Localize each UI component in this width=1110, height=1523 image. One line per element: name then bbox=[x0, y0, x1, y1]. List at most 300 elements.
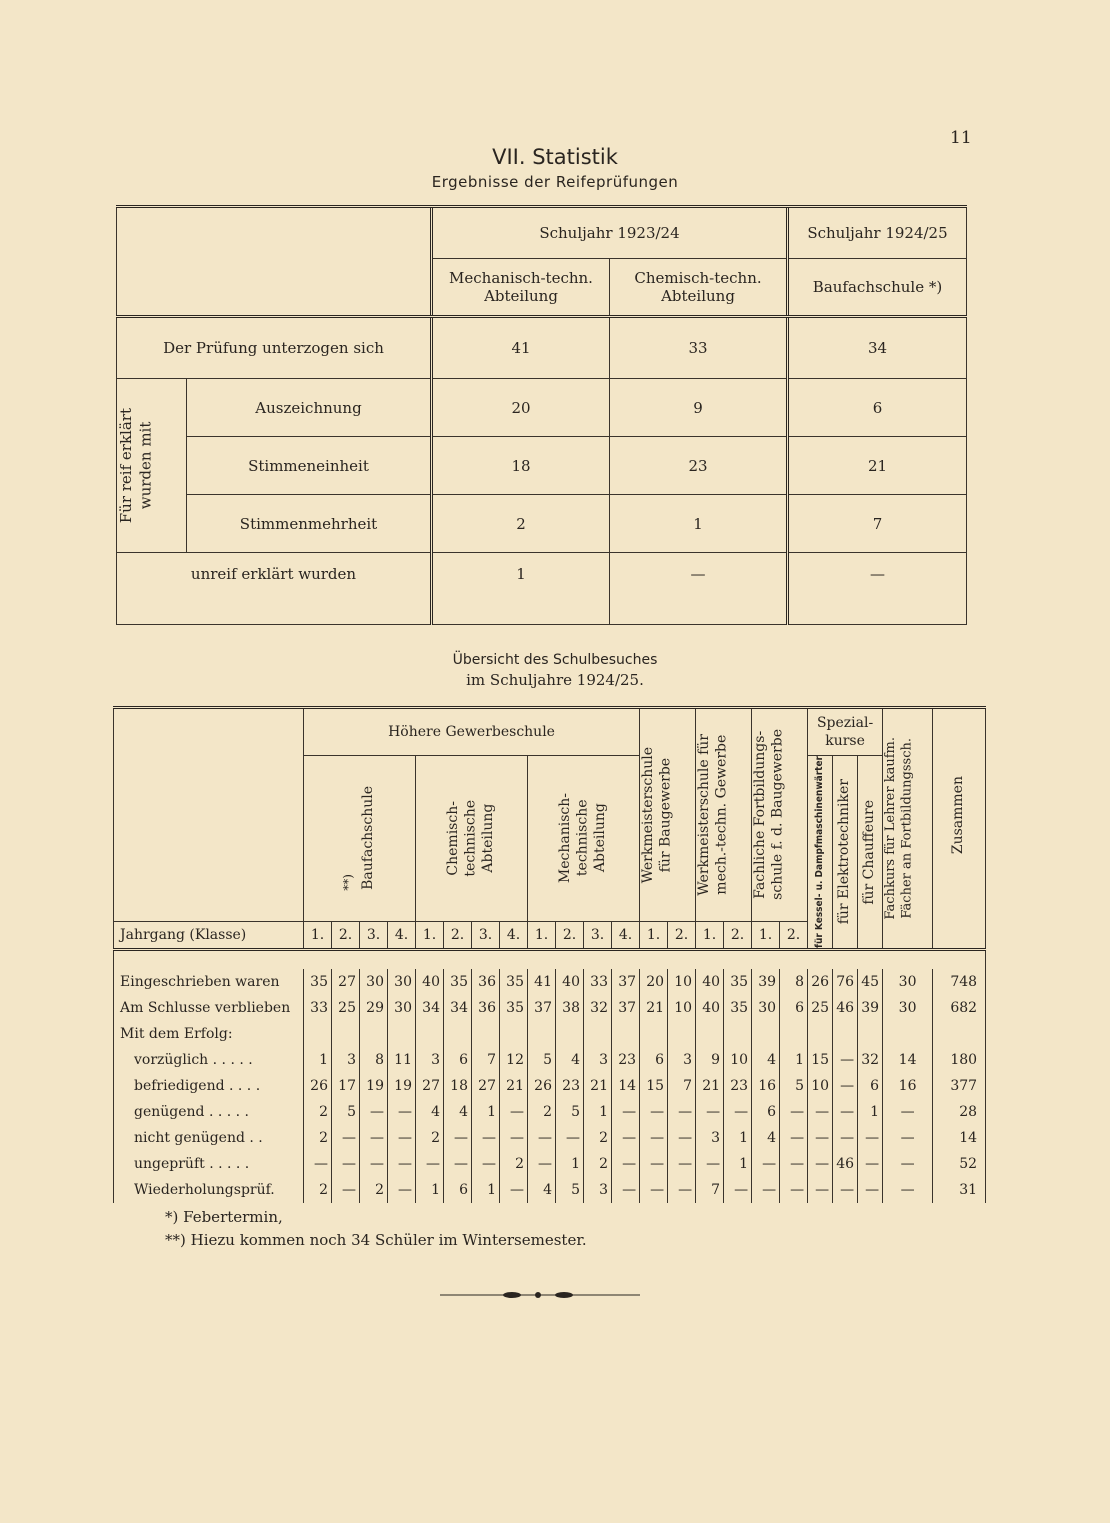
table1-col-chemisch bbox=[610, 259, 788, 317]
row-cell: 6 bbox=[752, 1099, 780, 1125]
row-cell: 2 bbox=[500, 1151, 528, 1177]
row-cell: — bbox=[808, 1099, 833, 1125]
row-cell: 26 bbox=[528, 1073, 556, 1099]
fachkurs-l2: Fächer an Fortbildungssch. bbox=[899, 738, 915, 919]
footnote-1: *) Febertermin, bbox=[165, 1208, 283, 1226]
footnote-2: **) Hiezu kommen noch 34 Schüler im Wintersemester. bbox=[165, 1231, 587, 1249]
row-cell: — bbox=[360, 1099, 388, 1125]
baufachschule-label: Baufachschule bbox=[360, 786, 377, 891]
row-cell: — bbox=[528, 1125, 556, 1151]
class-label: 2. bbox=[556, 921, 584, 949]
row-cell: 18 bbox=[444, 1073, 472, 1099]
row-cell: 8 bbox=[780, 969, 808, 995]
row-cell: 30 bbox=[883, 995, 933, 1021]
row-cell: 16 bbox=[883, 1073, 933, 1099]
table2-spacer bbox=[114, 949, 986, 969]
row-cell bbox=[668, 1021, 696, 1047]
row-cell: — bbox=[612, 1177, 640, 1203]
row-cell: — bbox=[612, 1151, 640, 1177]
row-cell bbox=[416, 1021, 444, 1047]
werkmeister-mech-l1: Werkmeisterschule für bbox=[696, 733, 713, 896]
row-cell: 30 bbox=[360, 969, 388, 995]
row-total: 682 bbox=[933, 995, 986, 1021]
col-mechanisch-line2: Abteilung bbox=[484, 287, 558, 305]
row-cell: 40 bbox=[416, 969, 444, 995]
row-cell: 37 bbox=[612, 969, 640, 995]
row-stimmenmehrheit-v3: 7 bbox=[788, 495, 967, 553]
row-cell: — bbox=[858, 1151, 883, 1177]
kessel-header bbox=[808, 756, 833, 950]
table-row bbox=[114, 1151, 986, 1177]
row-cell bbox=[780, 1021, 808, 1047]
class-label: 1. bbox=[528, 921, 556, 949]
spezial-l1: Spezial- bbox=[816, 715, 874, 731]
mechanisch-l2: technische bbox=[574, 799, 591, 877]
side-label-line1: Für reif erklärt bbox=[117, 407, 135, 524]
row-cell: — bbox=[752, 1151, 780, 1177]
row-cell: — bbox=[808, 1125, 833, 1151]
row-label: befriedigend . . . . bbox=[114, 1073, 304, 1099]
row-unterzogen-v2: 33 bbox=[610, 317, 788, 379]
row-cell: — bbox=[858, 1177, 883, 1203]
row-cell: — bbox=[640, 1125, 668, 1151]
row-cell: — bbox=[883, 1125, 933, 1151]
row-cell: 34 bbox=[416, 995, 444, 1021]
werkmeister-mech-l2: mech.-techn. Gewerbe bbox=[713, 734, 730, 895]
row-cell: 30 bbox=[388, 995, 416, 1021]
row-cell: — bbox=[612, 1099, 640, 1125]
row-cell: 14 bbox=[612, 1073, 640, 1099]
row-cell: 30 bbox=[752, 995, 780, 1021]
row-cell: 4 bbox=[752, 1047, 780, 1073]
row-cell: — bbox=[668, 1151, 696, 1177]
attendance-table-body bbox=[114, 969, 986, 1203]
chemisch-l1: Chemisch- bbox=[445, 801, 462, 876]
row-cell: 2 bbox=[360, 1177, 388, 1203]
table1-col-baufach: Baufachschule *) bbox=[788, 259, 967, 317]
row-total: 28 bbox=[933, 1099, 986, 1125]
chemisch-l2: technische bbox=[462, 799, 479, 877]
row-cell bbox=[808, 1021, 833, 1047]
row-cell: — bbox=[500, 1125, 528, 1151]
row-cell: 40 bbox=[556, 969, 584, 995]
row-cell: 27 bbox=[332, 969, 360, 995]
row-cell: 1 bbox=[780, 1047, 808, 1073]
row-cell: — bbox=[332, 1125, 360, 1151]
row-cell: 37 bbox=[528, 995, 556, 1021]
chemisch-header bbox=[416, 756, 528, 922]
row-cell: 2 bbox=[304, 1099, 332, 1125]
row-total: 31 bbox=[933, 1177, 986, 1203]
row-cell: 37 bbox=[612, 995, 640, 1021]
row-cell: 1 bbox=[472, 1177, 500, 1203]
row-cell: 36 bbox=[472, 969, 500, 995]
elektro-label: für Elektrotechniker bbox=[836, 779, 853, 925]
row-cell: — bbox=[388, 1099, 416, 1125]
row-cell: 23 bbox=[556, 1073, 584, 1099]
table-row bbox=[114, 995, 986, 1021]
row-cell: 35 bbox=[444, 969, 472, 995]
zusammen-label: Zusammen bbox=[950, 775, 967, 855]
row-cell: — bbox=[640, 1099, 668, 1125]
elektro-header bbox=[833, 756, 858, 950]
row-cell: — bbox=[304, 1151, 332, 1177]
row-cell: — bbox=[883, 1151, 933, 1177]
row-cell: 2 bbox=[584, 1151, 612, 1177]
row-unterzogen-label: Der Prüfung unterzogen sich bbox=[117, 317, 432, 379]
row-cell bbox=[724, 1021, 752, 1047]
class-label: 2. bbox=[668, 921, 696, 949]
zusammen-header bbox=[933, 708, 986, 922]
row-cell: 32 bbox=[858, 1047, 883, 1073]
row-cell: 14 bbox=[883, 1047, 933, 1073]
row-cell: 8 bbox=[360, 1047, 388, 1073]
attendance-heading bbox=[0, 650, 1110, 690]
class-label: 1. bbox=[752, 921, 780, 949]
row-cell: 23 bbox=[724, 1073, 752, 1099]
row-cell: 15 bbox=[640, 1073, 668, 1099]
table-row bbox=[114, 1177, 986, 1203]
row-cell: 25 bbox=[332, 995, 360, 1021]
row-cell: 19 bbox=[360, 1073, 388, 1099]
row-cell: 15 bbox=[808, 1047, 833, 1073]
row-auszeichnung-v1: 20 bbox=[432, 379, 610, 437]
row-cell: — bbox=[808, 1151, 833, 1177]
row-cell: 12 bbox=[500, 1047, 528, 1073]
row-cell bbox=[752, 1021, 780, 1047]
row-auszeichnung-label: Auszeichnung bbox=[187, 379, 432, 437]
werkmeister-bau-l2: für Baugewerbe bbox=[657, 757, 674, 873]
row-cell: 3 bbox=[416, 1047, 444, 1073]
row-cell bbox=[360, 1021, 388, 1047]
class-label: 1. bbox=[416, 921, 444, 949]
row-cell: 10 bbox=[808, 1073, 833, 1099]
row-cell: — bbox=[833, 1177, 858, 1203]
row-total: 52 bbox=[933, 1151, 986, 1177]
row-cell: — bbox=[780, 1151, 808, 1177]
row-cell: 1 bbox=[556, 1151, 584, 1177]
row-cell: 7 bbox=[668, 1073, 696, 1099]
row-cell: — bbox=[612, 1125, 640, 1151]
row-cell: 40 bbox=[696, 995, 724, 1021]
row-cell: 17 bbox=[332, 1073, 360, 1099]
bau-footnote-mark: **) bbox=[341, 873, 356, 891]
row-label: Am Schlusse verblieben bbox=[114, 995, 304, 1021]
chauffeure-header bbox=[858, 756, 883, 950]
row-cell: — bbox=[780, 1099, 808, 1125]
row-cell: — bbox=[833, 1047, 858, 1073]
row-cell: — bbox=[388, 1125, 416, 1151]
row-cell bbox=[388, 1021, 416, 1047]
row-cell: — bbox=[360, 1151, 388, 1177]
table1-col-mechanisch bbox=[432, 259, 610, 317]
class-label: 2. bbox=[724, 921, 752, 949]
row-cell: — bbox=[858, 1125, 883, 1151]
row-stimmeneinheit-label: Stimmeneinheit bbox=[187, 437, 432, 495]
row-cell bbox=[584, 1021, 612, 1047]
row-cell: — bbox=[528, 1151, 556, 1177]
row-cell: 2 bbox=[584, 1125, 612, 1151]
row-unreif-v2: — bbox=[610, 553, 788, 625]
table1-year1-header: Schuljahr 1923/24 bbox=[432, 207, 788, 259]
class-label: 4. bbox=[612, 921, 640, 949]
row-label: genügend . . . . . bbox=[114, 1099, 304, 1125]
chemisch-l3: Abteilung bbox=[480, 803, 497, 873]
row-cell: 30 bbox=[388, 969, 416, 995]
row-cell: 21 bbox=[500, 1073, 528, 1099]
row-cell: 4 bbox=[416, 1099, 444, 1125]
fachliche-header bbox=[752, 708, 808, 922]
page-number: 11 bbox=[950, 128, 972, 148]
row-cell: — bbox=[472, 1151, 500, 1177]
row-cell: — bbox=[833, 1099, 858, 1125]
row-cell: — bbox=[668, 1177, 696, 1203]
class-label: 1. bbox=[640, 921, 668, 949]
spezial-l2: kurse bbox=[825, 733, 865, 749]
exam-results-table bbox=[116, 205, 967, 625]
row-cell: 23 bbox=[612, 1047, 640, 1073]
row-label: Wiederholungsprüf. bbox=[114, 1177, 304, 1203]
row-cell: — bbox=[444, 1151, 472, 1177]
class-label: 2. bbox=[332, 921, 360, 949]
zusammen-class-cell bbox=[933, 921, 986, 949]
row-cell: 3 bbox=[696, 1125, 724, 1151]
jahrgang-label: Jahrgang (Klasse) bbox=[114, 921, 304, 949]
row-cell: — bbox=[724, 1177, 752, 1203]
attendance-heading-line1: Übersicht des Schulbesuches bbox=[452, 652, 658, 668]
row-cell: — bbox=[416, 1151, 444, 1177]
class-label: 2. bbox=[444, 921, 472, 949]
row-cell bbox=[612, 1021, 640, 1047]
baufachschule-header bbox=[304, 756, 416, 922]
col-chemisch-line1: Chemisch-techn. bbox=[634, 269, 762, 287]
row-cell: 2 bbox=[304, 1125, 332, 1151]
row-cell: 2 bbox=[416, 1125, 444, 1151]
class-label: 3. bbox=[584, 921, 612, 949]
row-cell: 27 bbox=[472, 1073, 500, 1099]
row-cell: 5 bbox=[780, 1073, 808, 1099]
row-cell: — bbox=[332, 1151, 360, 1177]
row-cell: 38 bbox=[556, 995, 584, 1021]
row-cell: 3 bbox=[668, 1047, 696, 1073]
row-cell bbox=[556, 1021, 584, 1047]
row-cell: 7 bbox=[472, 1047, 500, 1073]
row-cell: — bbox=[640, 1177, 668, 1203]
row-stimmeneinheit-v3: 21 bbox=[788, 437, 967, 495]
werkmeister-bau-l1: Werkmeisterschule bbox=[640, 746, 657, 883]
row-cell: 29 bbox=[360, 995, 388, 1021]
werkmeister-mech-header bbox=[696, 708, 752, 922]
row-cell: 11 bbox=[388, 1047, 416, 1073]
row-cell: — bbox=[332, 1177, 360, 1203]
row-cell: — bbox=[668, 1125, 696, 1151]
row-cell: — bbox=[808, 1177, 833, 1203]
hoehere-gewerbeschule-header: Höhere Gewerbeschule bbox=[304, 708, 640, 756]
row-cell bbox=[528, 1021, 556, 1047]
footnotes bbox=[165, 1206, 587, 1252]
row-stimmenmehrheit-v2: 1 bbox=[610, 495, 788, 553]
row-cell bbox=[500, 1021, 528, 1047]
row-cell: 3 bbox=[584, 1177, 612, 1203]
row-cell: 1 bbox=[858, 1099, 883, 1125]
row-cell: — bbox=[500, 1177, 528, 1203]
row-auszeichnung-v2: 9 bbox=[610, 379, 788, 437]
row-cell: 4 bbox=[528, 1177, 556, 1203]
page-subtitle: Ergebnisse der Reifeprüfungen bbox=[431, 173, 679, 191]
row-cell: — bbox=[883, 1177, 933, 1203]
kessel-label: für Kessel- u. Dampfmaschinenwärter bbox=[813, 756, 825, 948]
row-cell: 25 bbox=[808, 995, 833, 1021]
row-total: 377 bbox=[933, 1073, 986, 1099]
spezialkurse-header bbox=[808, 708, 883, 756]
row-cell: 33 bbox=[304, 995, 332, 1021]
row-cell: — bbox=[696, 1151, 724, 1177]
row-stimmenmehrheit-v1: 2 bbox=[432, 495, 610, 553]
row-cell bbox=[833, 1021, 858, 1047]
class-label: 1. bbox=[304, 921, 332, 949]
row-cell: 1 bbox=[472, 1099, 500, 1125]
row-cell: 46 bbox=[833, 995, 858, 1021]
table2-spacer-cell bbox=[114, 949, 986, 969]
table-row bbox=[114, 1047, 986, 1073]
row-cell bbox=[304, 1021, 332, 1047]
table-row bbox=[114, 1073, 986, 1099]
table-row bbox=[114, 1099, 986, 1125]
row-cell: 16 bbox=[752, 1073, 780, 1099]
class-label: 4. bbox=[500, 921, 528, 949]
row-cell: 6 bbox=[780, 995, 808, 1021]
row-cell: 7 bbox=[696, 1177, 724, 1203]
row-cell: 76 bbox=[833, 969, 858, 995]
row-cell: 35 bbox=[500, 969, 528, 995]
row-cell: 41 bbox=[528, 969, 556, 995]
table1-side-label bbox=[117, 379, 187, 553]
row-unreif-label: unreif erklärt wurden bbox=[117, 553, 432, 625]
row-cell: 2 bbox=[304, 1177, 332, 1203]
row-cell: 35 bbox=[724, 969, 752, 995]
row-unterzogen-v3: 34 bbox=[788, 317, 967, 379]
row-cell: 30 bbox=[883, 969, 933, 995]
mechanisch-l3: Abteilung bbox=[592, 803, 609, 873]
row-cell: 5 bbox=[528, 1047, 556, 1073]
row-label: nicht genügend . . bbox=[114, 1125, 304, 1151]
row-cell: 32 bbox=[584, 995, 612, 1021]
row-cell: 46 bbox=[833, 1151, 858, 1177]
table2-corner bbox=[114, 708, 304, 922]
row-cell: 10 bbox=[668, 995, 696, 1021]
row-cell: — bbox=[780, 1177, 808, 1203]
ornament-divider bbox=[440, 1287, 640, 1303]
row-cell: — bbox=[556, 1125, 584, 1151]
row-cell: 27 bbox=[416, 1073, 444, 1099]
row-cell: 45 bbox=[858, 969, 883, 995]
row-unterzogen-v1: 41 bbox=[432, 317, 610, 379]
row-stimmenmehrheit-label: Stimmenmehrheit bbox=[187, 495, 432, 553]
class-label: 3. bbox=[360, 921, 388, 949]
attendance-heading-line2: im Schuljahre 1924/25. bbox=[466, 671, 644, 689]
row-cell: — bbox=[668, 1099, 696, 1125]
page-title: VII. Statistik bbox=[492, 145, 618, 169]
row-cell: — bbox=[472, 1125, 500, 1151]
row-label: Eingeschrieben waren bbox=[114, 969, 304, 995]
row-cell: 20 bbox=[640, 969, 668, 995]
row-cell: — bbox=[360, 1125, 388, 1151]
row-cell: — bbox=[833, 1073, 858, 1099]
row-cell: 9 bbox=[696, 1047, 724, 1073]
table-row bbox=[114, 1021, 986, 1047]
row-cell: 2 bbox=[528, 1099, 556, 1125]
row-unreif-v3: — bbox=[788, 553, 967, 625]
row-cell: 4 bbox=[752, 1125, 780, 1151]
row-cell: 39 bbox=[752, 969, 780, 995]
row-cell bbox=[883, 1021, 933, 1047]
row-label: ungeprüft . . . . . bbox=[114, 1151, 304, 1177]
row-cell: 5 bbox=[332, 1099, 360, 1125]
row-cell: 5 bbox=[556, 1099, 584, 1125]
mechanisch-l1: Mechanisch- bbox=[557, 793, 574, 884]
row-cell: 1 bbox=[724, 1151, 752, 1177]
row-label: vorzüglich . . . . . bbox=[114, 1047, 304, 1073]
row-cell bbox=[858, 1021, 883, 1047]
row-cell: 35 bbox=[724, 995, 752, 1021]
fachliche-l2: schule f. d. Baugewerbe bbox=[769, 729, 786, 901]
row-cell: 3 bbox=[584, 1047, 612, 1073]
row-cell: — bbox=[388, 1151, 416, 1177]
row-cell: 34 bbox=[444, 995, 472, 1021]
row-cell: — bbox=[752, 1177, 780, 1203]
row-cell: 6 bbox=[640, 1047, 668, 1073]
side-label-line2: wurden mit bbox=[136, 421, 155, 510]
row-unreif-v1: 1 bbox=[432, 553, 610, 625]
row-cell: 6 bbox=[858, 1073, 883, 1099]
row-cell: 26 bbox=[808, 969, 833, 995]
row-cell: 21 bbox=[584, 1073, 612, 1099]
row-cell bbox=[332, 1021, 360, 1047]
row-cell bbox=[444, 1021, 472, 1047]
row-total: 14 bbox=[933, 1125, 986, 1151]
row-cell: 19 bbox=[388, 1073, 416, 1099]
row-cell: 33 bbox=[584, 969, 612, 995]
col-chemisch-line2: Abteilung bbox=[661, 287, 735, 305]
werkmeister-bau-header bbox=[640, 708, 696, 922]
class-label: 3. bbox=[472, 921, 500, 949]
row-cell: 5 bbox=[556, 1177, 584, 1203]
row-cell: 1 bbox=[584, 1099, 612, 1125]
table1-year2-header: Schuljahr 1924/25 bbox=[788, 207, 967, 259]
row-total: 748 bbox=[933, 969, 986, 995]
row-cell: — bbox=[883, 1099, 933, 1125]
row-cell: 4 bbox=[556, 1047, 584, 1073]
row-cell: — bbox=[388, 1177, 416, 1203]
row-cell: 21 bbox=[696, 1073, 724, 1099]
row-cell: 40 bbox=[696, 969, 724, 995]
attendance-table bbox=[113, 706, 986, 1203]
row-cell bbox=[472, 1021, 500, 1047]
row-cell: 10 bbox=[724, 1047, 752, 1073]
row-stimmeneinheit-v2: 23 bbox=[610, 437, 788, 495]
row-cell: 26 bbox=[304, 1073, 332, 1099]
row-cell: 3 bbox=[332, 1047, 360, 1073]
row-label: Mit dem Erfolg: bbox=[114, 1021, 304, 1047]
row-cell: 1 bbox=[724, 1125, 752, 1151]
row-cell: — bbox=[833, 1125, 858, 1151]
row-cell: — bbox=[780, 1125, 808, 1151]
row-cell: 35 bbox=[304, 969, 332, 995]
mechanisch-header bbox=[528, 756, 640, 922]
row-total bbox=[933, 1021, 986, 1047]
row-cell: 4 bbox=[444, 1099, 472, 1125]
class-label: 4. bbox=[388, 921, 416, 949]
